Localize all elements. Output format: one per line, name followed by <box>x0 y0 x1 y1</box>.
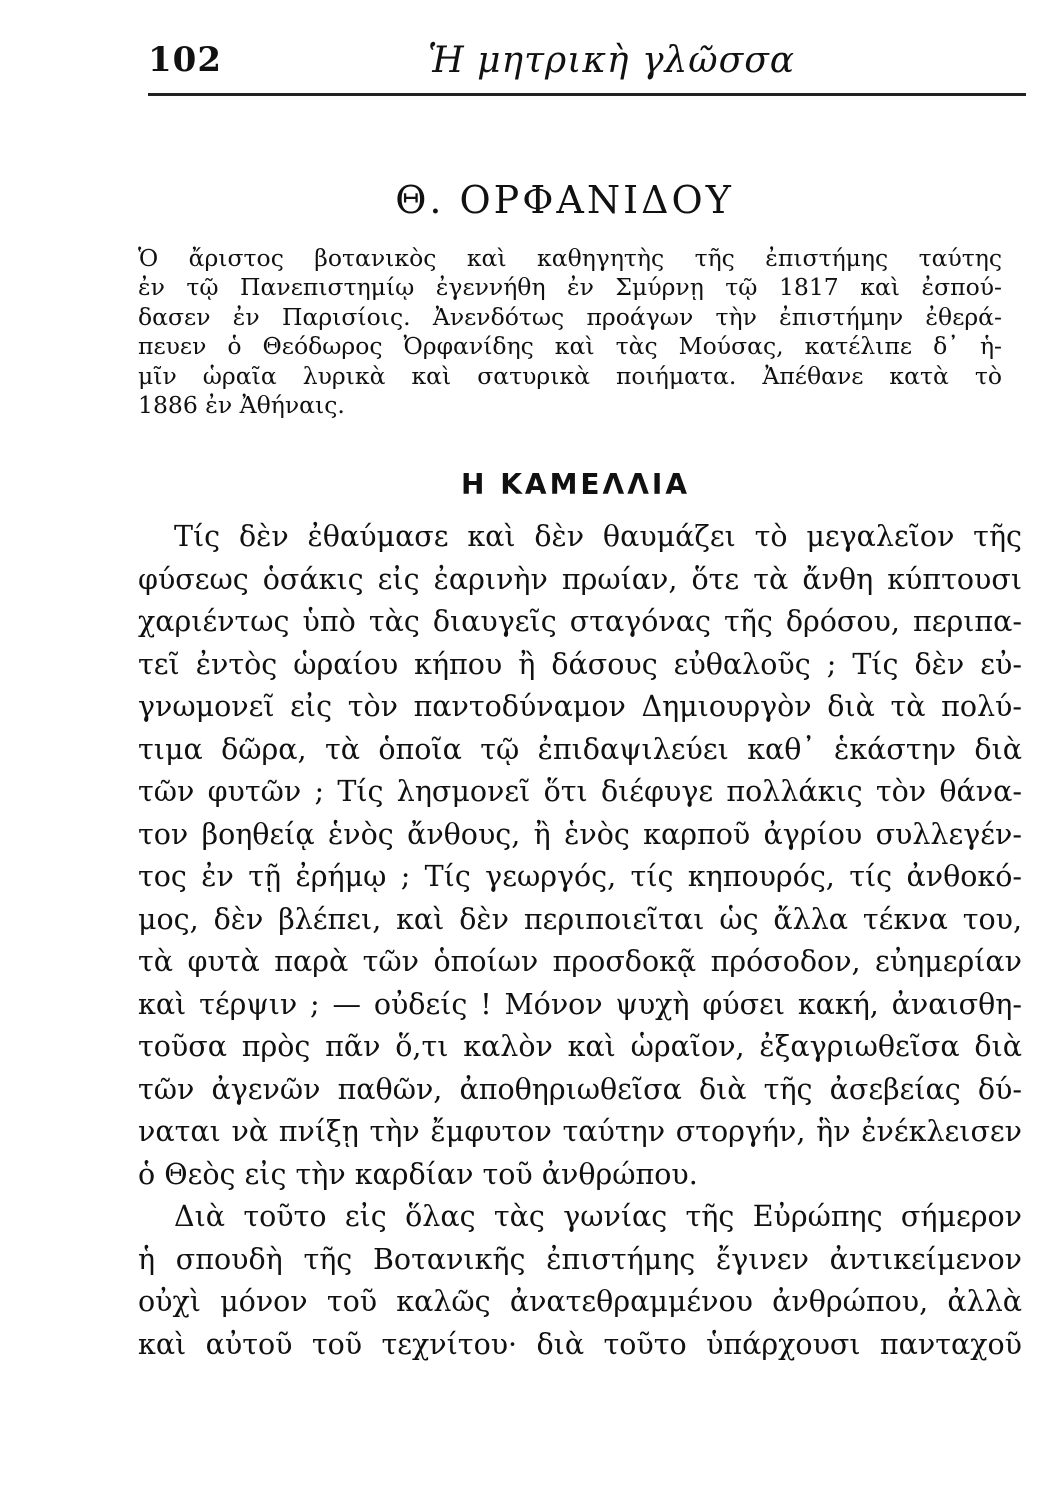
body-text <box>138 516 1022 1366</box>
body-line: τοῦσα πρὸς πᾶν ὅ,τι καλὸν καὶ ὡραῖον, ἐξαγριωθεῖσα διὰ <box>138 1030 1022 1063</box>
author-biography <box>138 244 1002 420</box>
body-line: Διὰ τοῦτο εἰς ὅλας τὰς γωνίας τῆς Εὐρώπης σήμερον <box>174 1200 1022 1233</box>
bio-line: μῖν ὡραῖα λυρικὰ καὶ σατυρικὰ ποιήματα. Ἀπέθανε κατὰ τὸ <box>138 361 1002 390</box>
body-line: τεῖ ἐντὸς ὡραίου κήπου ἢ δάσους εὐθαλοῦς ; Τίς δὲν εὐ- <box>138 647 1022 681</box>
body-line: φύσεως ὁσάκις εἰς ἐαρινὴν πρωίαν, ὅτε τὰ ἄνθη κύπτουσι <box>138 562 1022 596</box>
body-line: καὶ αὐτοῦ τοῦ τεχνίτου· διὰ τοῦτο ὑπάρχουσι πανταχοῦ <box>138 1327 1022 1361</box>
bio-line: Ὁ ἄριστος βοτανικὸς καὶ καθηγητὴς τῆς ἐπιστήμης ταύτης <box>138 244 1002 272</box>
body-line: καὶ τέρψιν ; — οὐδείς ! Μόνον ψυχὴ φύσει κακή, ἀναισθη- <box>138 987 1022 1021</box>
bio-line: πευεν ὁ Θεόδωρος Ὀρφανίδης καὶ τὰς Μούσας, κατέλιπε δ᾽ ἡ- <box>138 332 1002 361</box>
body-line: τὰ φυτὰ παρὰ τῶν ὁποίων προσδοκᾷ πρόσοδον, εὐημερίαν <box>138 945 1022 978</box>
piece-title: Η ΚΑΜΕΛΛΙΑ <box>461 468 690 501</box>
body-line: τιμα δῶρα, τὰ ὁποῖα τῷ ἐπιδαψιλεύει καθ᾽ ἑκάστην διὰ <box>138 732 1022 766</box>
body-line: χαριέντως ὑπὸ τὰς διαυγεῖς σταγόνας τῆς δρόσου, περιπα- <box>138 605 1022 638</box>
body-line: ναται νὰ πνίξῃ τὴν ἔμφυτον ταύτην στοργήν, ἣν ἐνέκλεισεν <box>138 1115 1022 1148</box>
body-line: μος, δὲν βλέπει, καὶ δὲν περιποιεῖται ὡς ἄλλα τέκνα του, <box>138 902 1022 936</box>
bio-line: 1886 ἐν Ἀθήναις. <box>138 391 345 420</box>
bio-line: ἐν τῷ Πανεπιστημίῳ ἐγεννήθη ἐν Σμύρνῃ τῷ 1817 καὶ ἐσπού- <box>138 273 1002 302</box>
body-line: τος ἐν τῇ ἐρήμῳ ; Τίς γεωργός, τίς κηπουρός, τίς ἀνθοκό- <box>138 860 1022 893</box>
body-line: Τίς δὲν ἐθαύμασε καὶ δὲν θαυμάζει τὸ μεγαλεῖον τῆς <box>174 520 1022 553</box>
body-line: οὐχὶ μόνον τοῦ καλῶς ἀνατεθραμμένου ἀνθρώπου, ἀλλὰ <box>138 1285 1022 1318</box>
page-header <box>148 36 1028 88</box>
body-line: τον βοηθείᾳ ἑνὸς ἄνθους, ἢ ἑνὸς καρποῦ ἀγρίου συλλεγέν- <box>138 817 1022 851</box>
body-line: τῶν ἀγενῶν παθῶν, ἀποθηριωθεῖσα διὰ τῆς ἀσεβείας δύ- <box>138 1072 1022 1106</box>
header-rule <box>148 93 1026 96</box>
body-line: ἡ σπουδὴ τῆς Βοτανικῆς ἐπιστήμης ἔγινεν ἀντικείμενον <box>138 1242 1022 1276</box>
page-number: 102 <box>148 40 222 80</box>
running-title: Ἡ μητρικὴ γλῶσσα <box>428 40 796 81</box>
body-line: ὁ Θεὸς εἰς τὴν καρδίαν τοῦ ἀνθρώπου. <box>138 1157 698 1191</box>
body-line: γνωμονεῖ εἰς τὸν παντοδύναμον Δημιουργὸν διὰ τὰ πολύ- <box>138 690 1022 723</box>
bio-line: δασεν ἐν Παρισίοις. Ἀνενδότως προάγων τὴν ἐπιστήμην ἐθερά- <box>138 302 1002 331</box>
body-line: τῶν φυτῶν ; Τίς λησμονεῖ ὅτι διέφυγε πολλάκις τὸν θάνα- <box>138 775 1022 808</box>
author-heading: Θ. ΟΡΦΑΝΙΔΟΥ <box>395 178 734 222</box>
